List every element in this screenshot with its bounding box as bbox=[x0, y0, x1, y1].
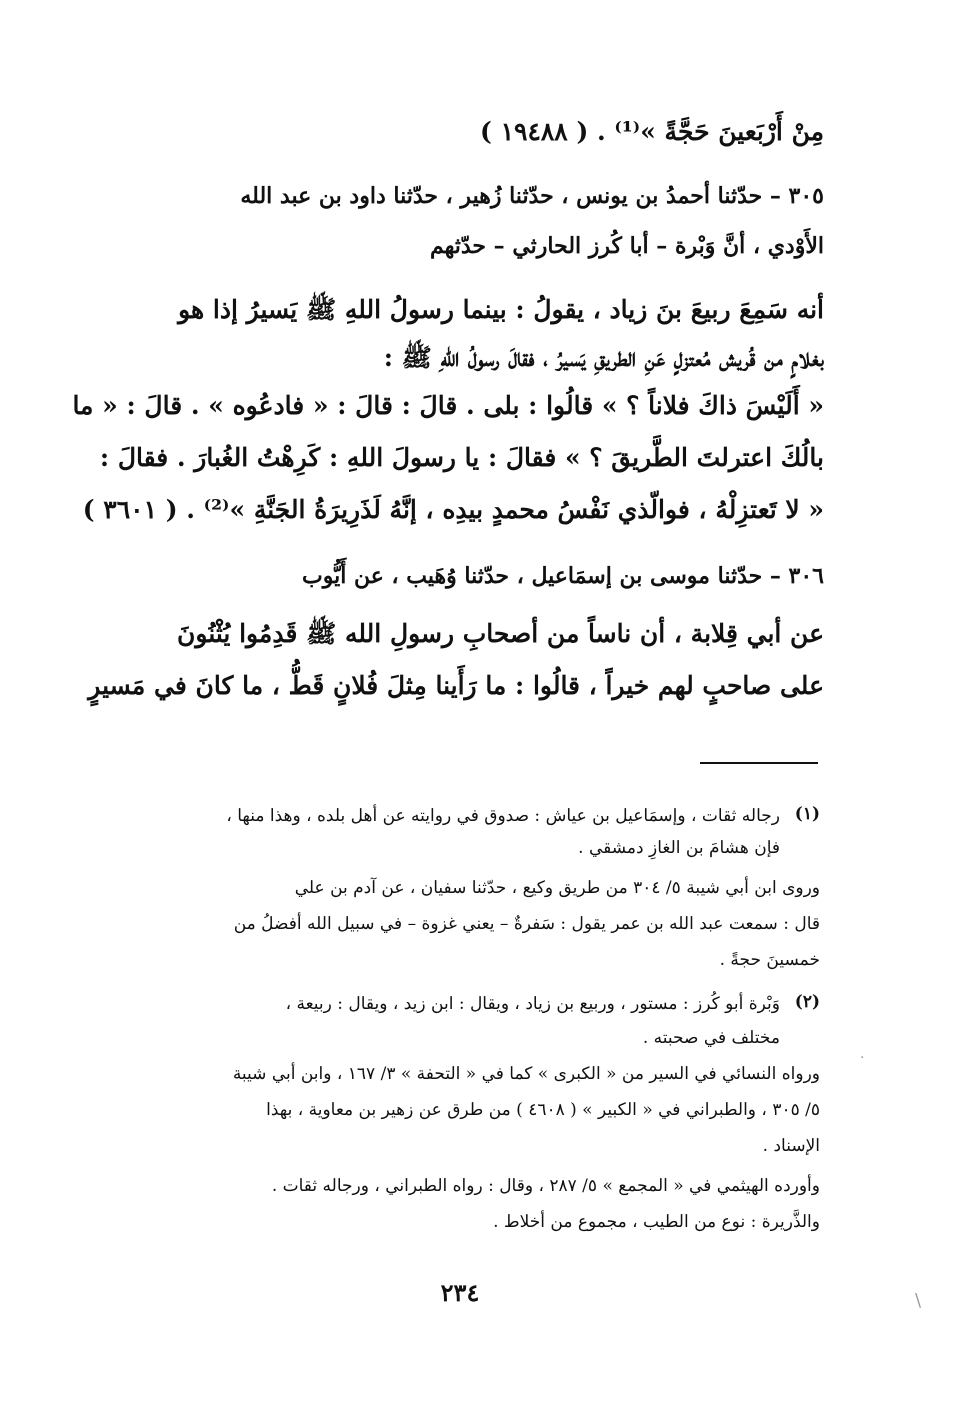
text-line: « لا تَعتزِلْهُ ، فوالّذي نَفْسُ محمدٍ بيدِه ، إنَّهُ لَذَرِيرَةُ الجَنَّةِ »⁽²⁾ . ( ٣٦٠١ ) bbox=[82, 495, 824, 524]
footnote-2-line: وَبْرة أبو كُرز : مستور ، وربيع بن زياد ، ويقال : ابن زيد ، ويقال : ربيعة ، bbox=[285, 994, 780, 1014]
scan-speck: · bbox=[860, 1050, 865, 1066]
text-line: بالُكَ اعترلتَ الطَّريقَ ؟ » فقالَ : يا رسولَ اللهِ : كَرِهْتُ الغُبارَ . فقالَ : bbox=[99, 443, 824, 472]
footnote-1-marker: (١) bbox=[794, 804, 820, 824]
footnote-separator bbox=[700, 762, 818, 764]
footnote-2-line: مختلف في صحبته . bbox=[642, 1028, 780, 1048]
footnote-2-line: والذَّريرة : نوع من الطيب ، مجموع من أخلاط . bbox=[493, 1212, 820, 1232]
text-line: على صاحبٍ لهم خيراً ، قالُوا : ما رَأَينا مِثلَ فُلانٍ قَطُّ ، ما كانَ في مَسيرٍ bbox=[88, 671, 824, 700]
footnote-1-line: فإن هشامَ بن الغازِ دمشقي . bbox=[578, 838, 780, 858]
text-line: بغلامٍ من قُريش مُعتزلٍ عَنِ الطريقِ يَسيرُ ، فقالَ رسولُ اللهِ ﷺ : bbox=[383, 343, 824, 372]
footnote-2-marker: (٢) bbox=[794, 992, 820, 1012]
footnote-1-line: وروى ابن أبي شيبة ٥/ ٣٠٤ من طريق وكيع ، حدّثنا سفيان ، عن آدم بن علي bbox=[294, 878, 820, 898]
text-line: مِنْ أَرْبَعينَ حَجَّةً »⁽¹⁾ . ( ١٩٤٨٨ ) bbox=[480, 117, 824, 146]
footnote-1-line: خمسينَ حجةً . bbox=[719, 950, 820, 970]
scan-speck: \ bbox=[915, 1290, 922, 1311]
text-line: عن أبي قِلابة ، أن ناساً من أصحابِ رسولِ الله ﷺ قَدِمُوا يُثْنُونَ bbox=[177, 619, 824, 648]
footnote-2-line: ٥/ ٣٠٥ ، والطبراني في « الكبير » ( ٤٦٠٨ ) من طرق عن زهير بن معاوية ، بهذا bbox=[266, 1100, 820, 1120]
text-line: « أَلَيْسَ ذاكَ فلاناً ؟ » قالُوا : بلى . قالَ : قالَ : « فادعُوه » . قالَ : « ما bbox=[72, 391, 824, 420]
footnote-1-line: رجاله ثقات ، وإسمَاعيل بن عياش : صدوق في روايته عن أهل بلده ، وهذا منها ، bbox=[226, 806, 780, 826]
footnote-2-line: الإسناد . bbox=[762, 1136, 820, 1156]
footnote-2-line: وأورده الهيثمي في « المجمع » ٥/ ٢٨٧ ، وقال : رواه الطبراني ، ورجاله ثقات . bbox=[271, 1176, 820, 1196]
hadith-305-heading: ٣٠٥ – حدّثنا أحمدُ بن يونس ، حدّثنا زُهير ، حدّثنا داود بن عبد الله bbox=[240, 183, 824, 209]
hadith-305-heading-cont: الأَوْدي ، أنَّ وَبْرة – أبا كُرز الحارثي – حدّثهم bbox=[429, 233, 824, 259]
hadith-306-heading: ٣٠٦ – حدّثنا موسى بن إسمَاعيل ، حدّثنا وُهَيب ، عن أَيُّوب bbox=[302, 563, 824, 589]
text-line: أنه سَمِعَ ربيعَ بنَ زياد ، يقولُ : بينما رسولُ اللهِ ﷺ يَسيرُ إذا هو bbox=[178, 295, 824, 324]
page-number: ٢٣٤ bbox=[440, 1278, 480, 1307]
footnote-1-line: قال : سمعت عبد الله بن عمر يقول : سَفرةٌ – يعني غزوة – في سبيل الله أفضلُ من bbox=[233, 914, 820, 934]
footnote-2-line: ورواه النسائي في السير من « الكبرى » كما في « التحفة » ٣/ ١٦٧ ، وابن أبي شيبة bbox=[232, 1064, 820, 1084]
